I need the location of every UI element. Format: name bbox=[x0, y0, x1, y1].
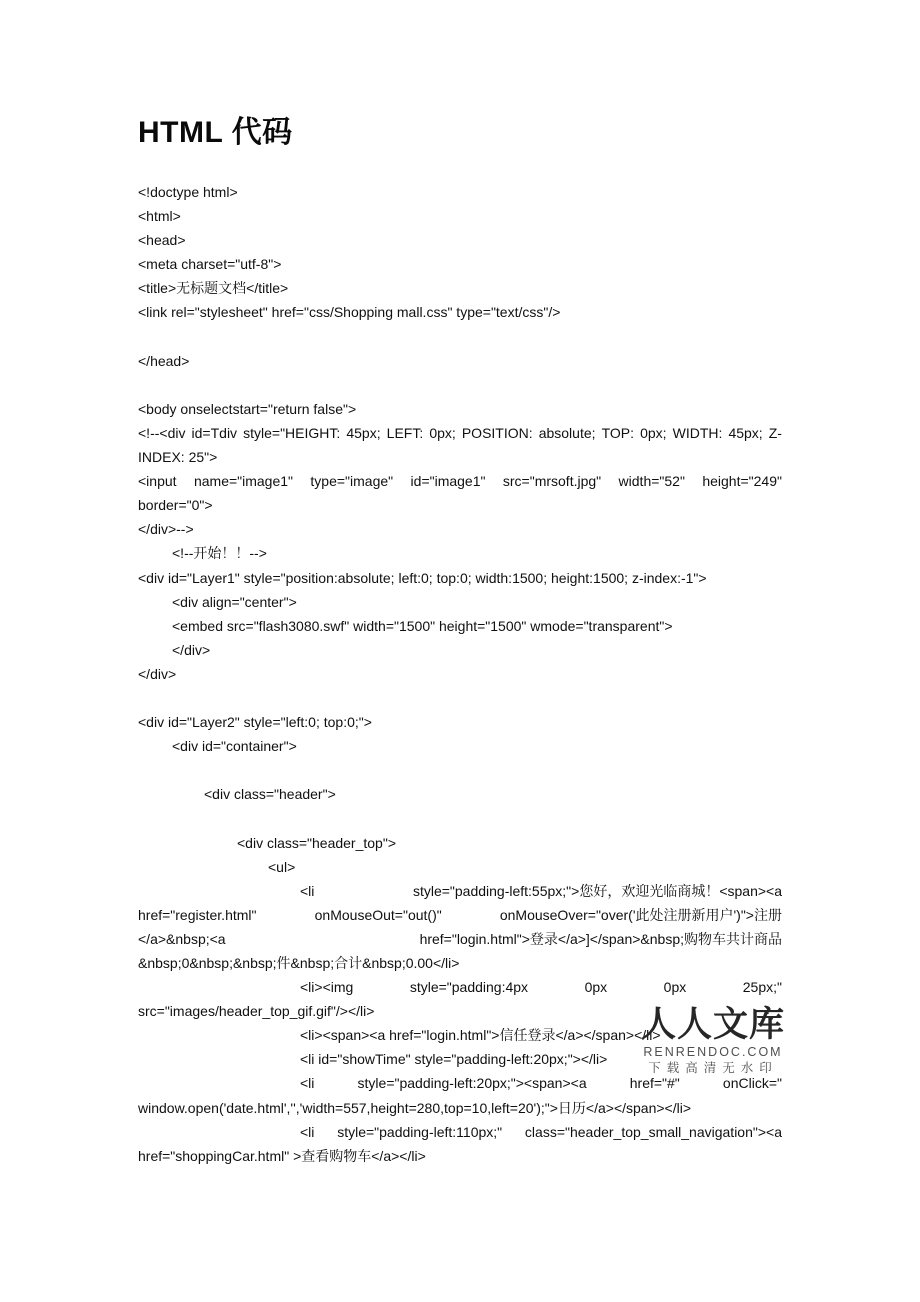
code-line: <div class="header_top"> bbox=[237, 834, 396, 851]
code-line: <div id="container"> bbox=[172, 738, 297, 755]
code-line: </div> bbox=[138, 665, 177, 682]
code-line: </div>--> bbox=[138, 521, 194, 538]
code-line: INDEX: 25"> bbox=[138, 449, 218, 466]
code-line: <body onselectstart="return false"> bbox=[138, 400, 357, 417]
code-line: <li style="padding-left:20px;"><span><a href="#" onClick=" bbox=[300, 1075, 782, 1092]
blank-line bbox=[138, 758, 782, 782]
code-line: <embed src="flash3080.swf" width="1500" height="1500" wmode="transparent"> bbox=[172, 617, 673, 634]
code-line: <!doctype html> bbox=[138, 184, 238, 200]
code-line: &nbsp;0&nbsp;&nbsp;件&nbsp;合计&nbsp;0.00</li> bbox=[138, 955, 460, 971]
code-line: <li><span><a href="login.html">信任登录</a></span></li> bbox=[300, 1027, 661, 1044]
code-line: href="register.html" onMouseOut="out()" onMouseOver="over('此处注册新用户')">注册 bbox=[138, 906, 782, 923]
code-line: <html> bbox=[138, 208, 181, 225]
blank-line bbox=[138, 686, 782, 710]
code-line: <link rel="stylesheet" href="css/Shopping mall.css" type="text/css"/> bbox=[138, 304, 561, 321]
blank-line bbox=[138, 806, 782, 830]
blank-line bbox=[138, 325, 782, 349]
code-line: <li style="padding-left:55px;">您好，欢迎光临商城！<span><a bbox=[300, 882, 782, 899]
code-line: border="0"> bbox=[138, 497, 213, 514]
code-line: </head> bbox=[138, 352, 190, 369]
document-page bbox=[138, 0, 782, 1302]
code-line: <div class="header"> bbox=[204, 786, 336, 803]
code-line: </div> bbox=[172, 641, 211, 658]
watermark-domain-text: RENRENDOC.COM bbox=[643, 1045, 783, 1059]
code-line: <div align="center"> bbox=[172, 593, 297, 610]
code-line: <li><img style="padding:4px 0px 0px 25px;" bbox=[300, 979, 782, 996]
blank-line bbox=[138, 373, 782, 397]
code-line: <meta charset="utf-8"> bbox=[138, 256, 282, 273]
code-line: <input name="image1" type="image" id="image1" src="mrsoft.jpg" width="52" height="249" bbox=[138, 473, 782, 490]
code-line: href="shoppingCar.html" >查看购物车</a></li> bbox=[138, 1147, 426, 1164]
code-line: <title>无标题文档</title> bbox=[138, 280, 289, 297]
code-line: <li style="padding-left:110px;" class="header_top_small_navigation"><a bbox=[300, 1123, 782, 1140]
code-line: <!--开始！！--> bbox=[172, 545, 267, 562]
code-line: <li id="showTime" style="padding-left:20px;"></li> bbox=[300, 1051, 608, 1068]
watermark-brand-text: 人人文库 bbox=[640, 1005, 785, 1044]
code-line: <ul> bbox=[268, 858, 296, 875]
document-body bbox=[138, 180, 782, 1168]
code-line: src="images/header_top_gif.gif"/></li> bbox=[138, 1003, 375, 1020]
code-line: <div id="Layer1" style="position:absolute; left:0; top:0; width:1500; height:1500; z-index:-1"> bbox=[138, 569, 707, 586]
code-line: <head> bbox=[138, 232, 186, 249]
document-title: HTML 代码 bbox=[138, 116, 293, 149]
code-line: window.open('date.html','','width=557,height=280,top=10,left=20');">日历</a></span></li> bbox=[138, 1099, 691, 1116]
code-line: <div id="Layer2" style="left:0; top:0;"> bbox=[138, 714, 372, 731]
watermark-tagline-text: 下载高清无水印 bbox=[648, 1061, 778, 1075]
code-line: </a>&nbsp;<a href="login.html">登录</a>]</span>&nbsp;购物车共计商品 bbox=[138, 930, 782, 947]
code-line: <!--<div id=Tdiv style="HEIGHT: 45px; LEFT: 0px; POSITION: absolute; TOP: 0px; WIDTH: 45px; Z- bbox=[138, 424, 782, 441]
